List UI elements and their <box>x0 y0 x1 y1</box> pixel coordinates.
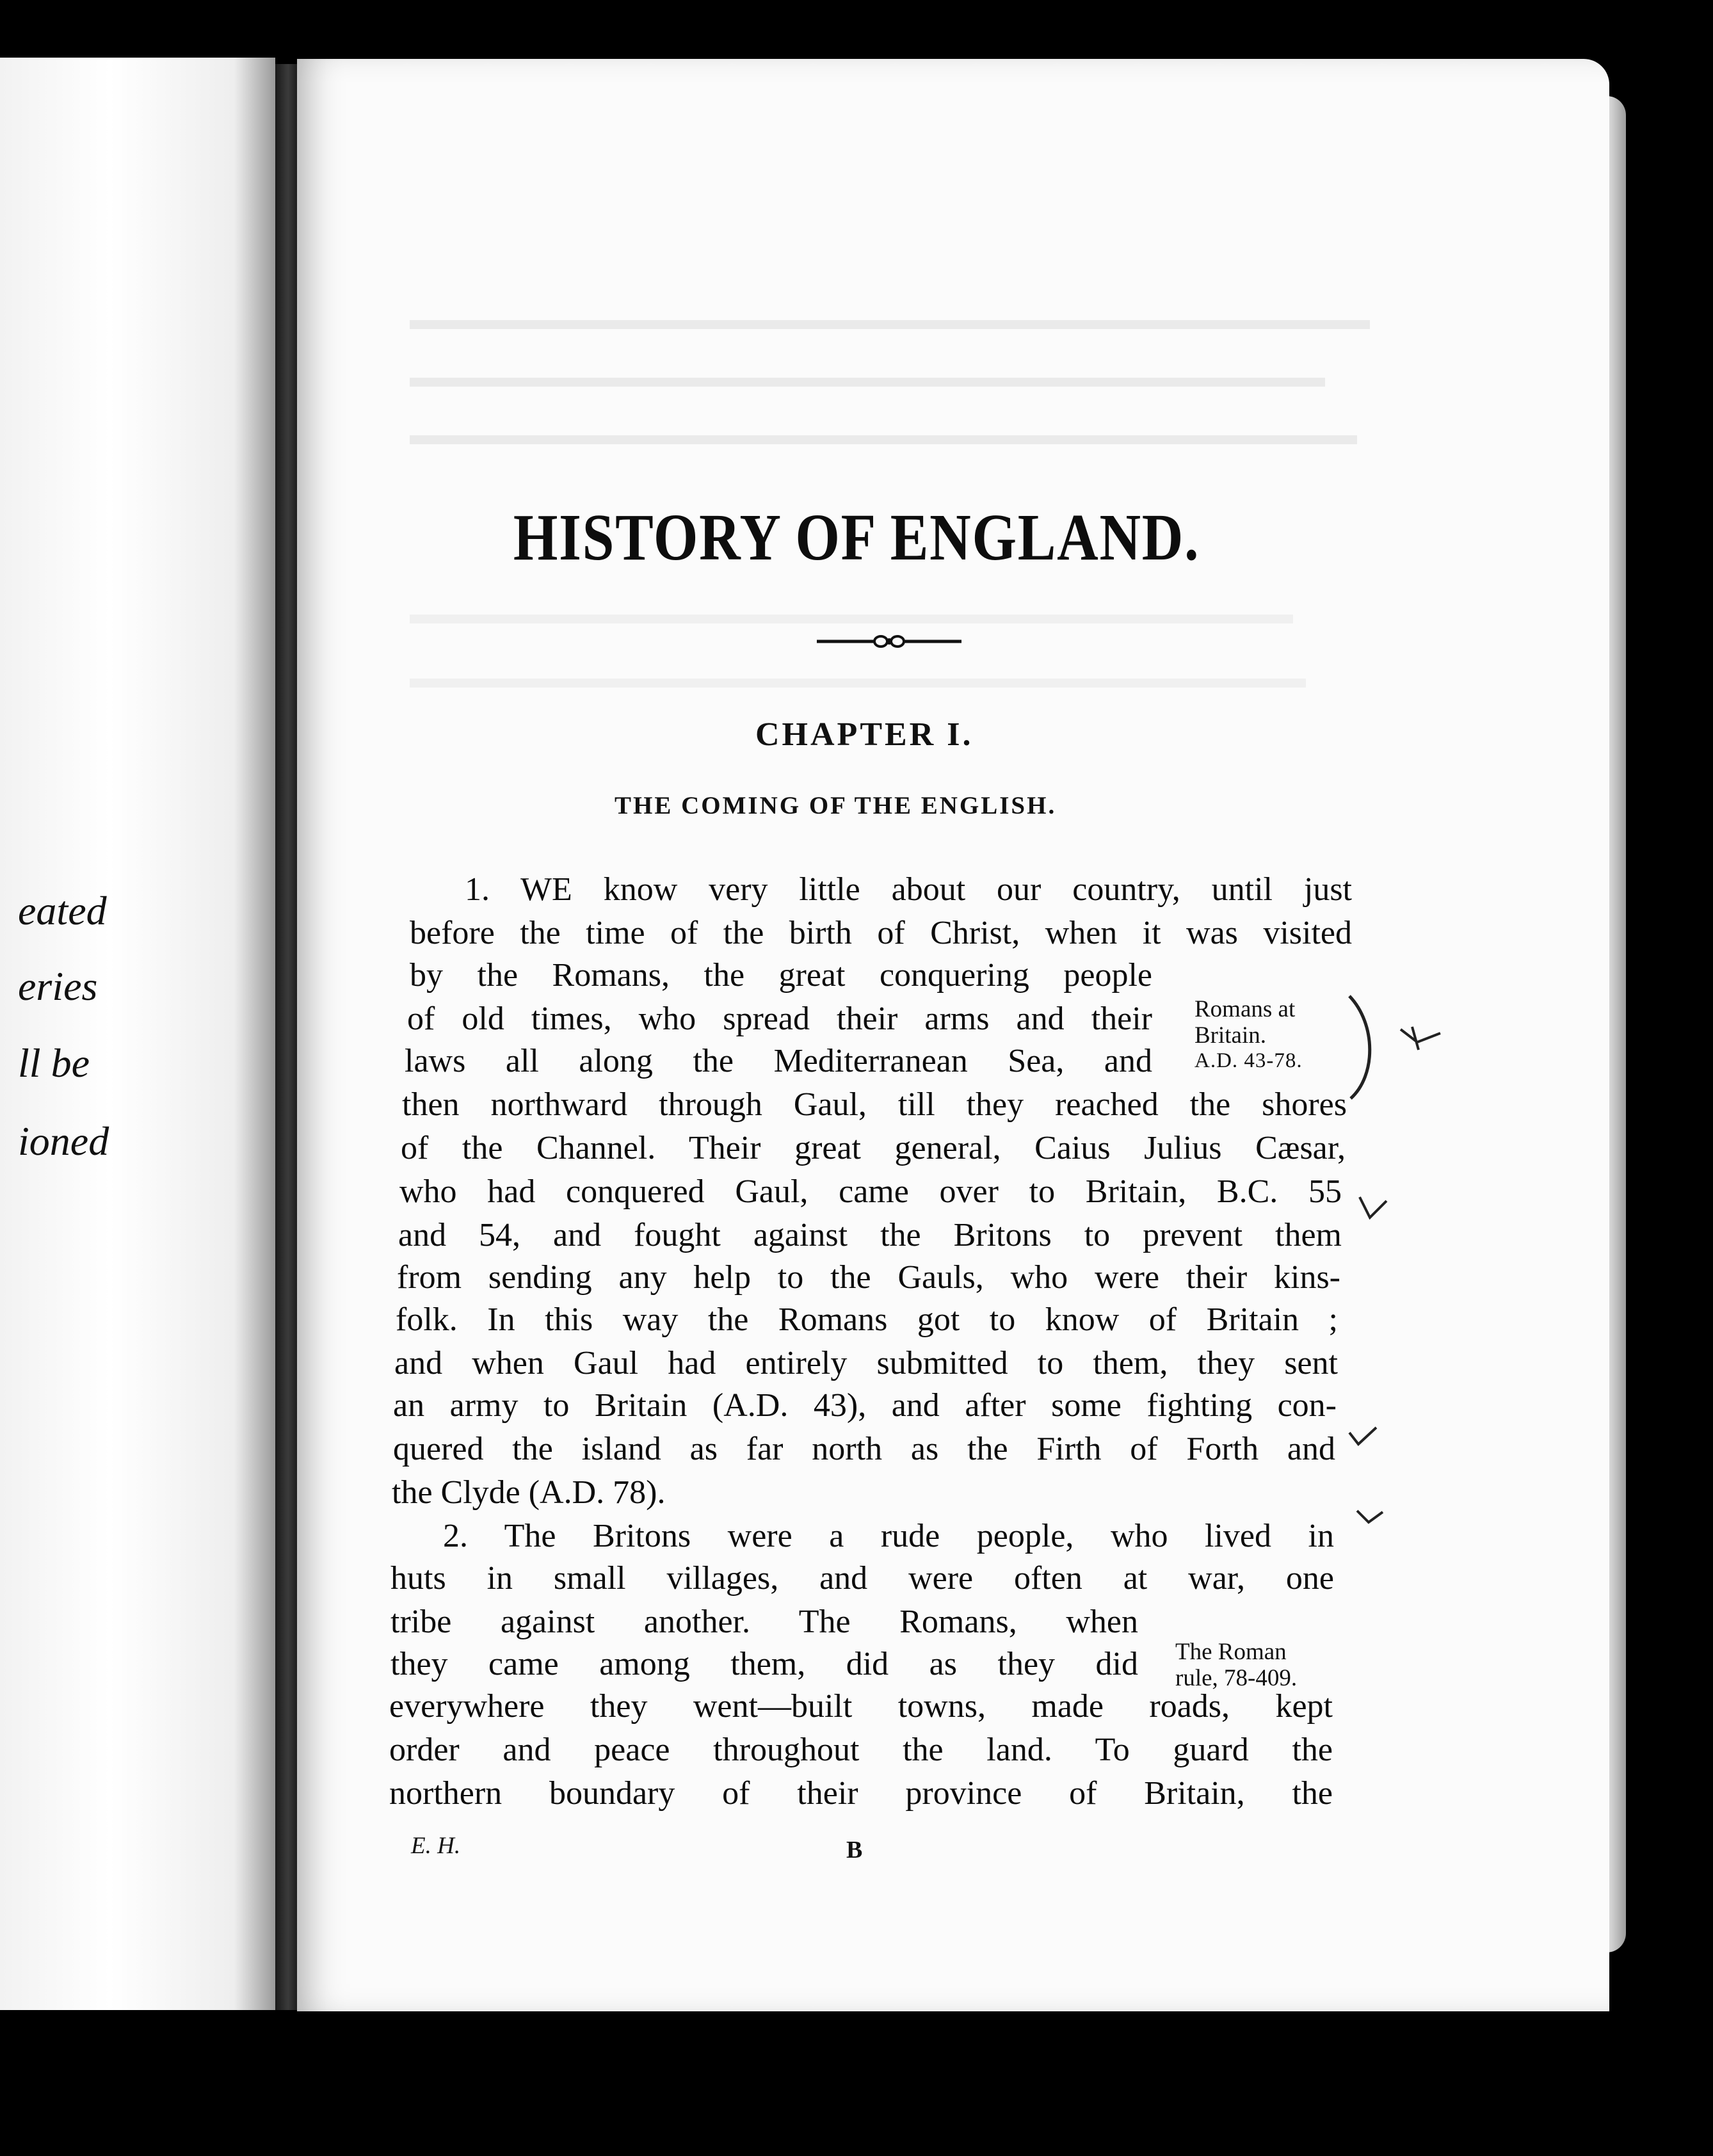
text-line: and when Gaul had entirely submitted to them, they sent <box>394 1345 1338 1381</box>
text-line: huts in small villages, and were often at war, one <box>390 1560 1334 1597</box>
text-line: then northward through Gaul, till they reached the shores <box>402 1086 1347 1123</box>
text-line: they came among them, did as they did <box>390 1646 1138 1682</box>
text-line: quered the island as far north as the Firth of Forth and <box>393 1431 1335 1467</box>
chapter-subtitle: THE COMING OF THE ENGLISH. <box>615 792 1057 819</box>
text-line: northern boundary of their province of Britain, the <box>389 1775 1333 1812</box>
pencil-bracket <box>1349 996 1370 1098</box>
text-line: and 54, and fought against the Britons to prevent them <box>398 1217 1342 1253</box>
left-page-fragment: eated <box>18 888 107 933</box>
margin-note-line: The Roman <box>1175 1639 1287 1665</box>
left-page-fragment: ll be <box>18 1040 90 1086</box>
margin-note-line: A.D. 43-78. <box>1194 1049 1303 1072</box>
chapter-heading: CHAPTER I. <box>755 716 974 753</box>
text-line: of the Channel. Their great general, Caius Julius Cæsar, <box>401 1130 1346 1166</box>
text-line: the Clyde (A.D. 78). <box>392 1474 666 1511</box>
text-line: before the time of the birth of Christ, when it was visited <box>410 915 1352 951</box>
pencil-tick <box>1401 1027 1440 1050</box>
text-line: 1. WE know very little about our country, until just <box>465 871 1352 908</box>
left-page-fragment: eries <box>18 963 98 1009</box>
text-line: laws all along the Mediterranean Sea, and <box>405 1043 1152 1079</box>
text-line: everywhere they went—built towns, made roads, kept <box>389 1688 1333 1725</box>
margin-note-line: Romans at <box>1194 996 1296 1022</box>
text-line: who had conquered Gaul, came over to Britain, B.C. 55 <box>399 1173 1342 1210</box>
left-page-fragment: ioned <box>18 1118 109 1164</box>
signature-letter: B <box>846 1837 863 1863</box>
text-line: an army to Britain (A.D. 43), and after some fighting con- <box>393 1387 1337 1424</box>
pencil-tick <box>1360 1197 1387 1218</box>
text-line: tribe against another. The Romans, when <box>390 1604 1138 1640</box>
text-line: from sending any help to the Gauls, who were their kins- <box>397 1259 1340 1296</box>
text-line: 2. The Britons were a rude people, who lived in <box>443 1518 1334 1554</box>
printer-signature: E. H. <box>411 1833 461 1859</box>
text-line: of old times, who spread their arms and their <box>407 1001 1152 1037</box>
book-title: HISTORY OF ENGLAND. <box>513 501 1200 574</box>
text-line: by the Romans, the great conquering people <box>410 957 1152 994</box>
pencil-tick <box>1349 1428 1376 1444</box>
margin-note-line: rule, 78-409. <box>1175 1665 1298 1692</box>
pencil-tick <box>1357 1511 1383 1522</box>
text-line: folk. In this way the Romans got to know of Britain ; <box>396 1301 1338 1338</box>
text-line: order and peace throughout the land. To guard the <box>389 1732 1333 1768</box>
margin-note-line: Britain. <box>1194 1022 1267 1049</box>
